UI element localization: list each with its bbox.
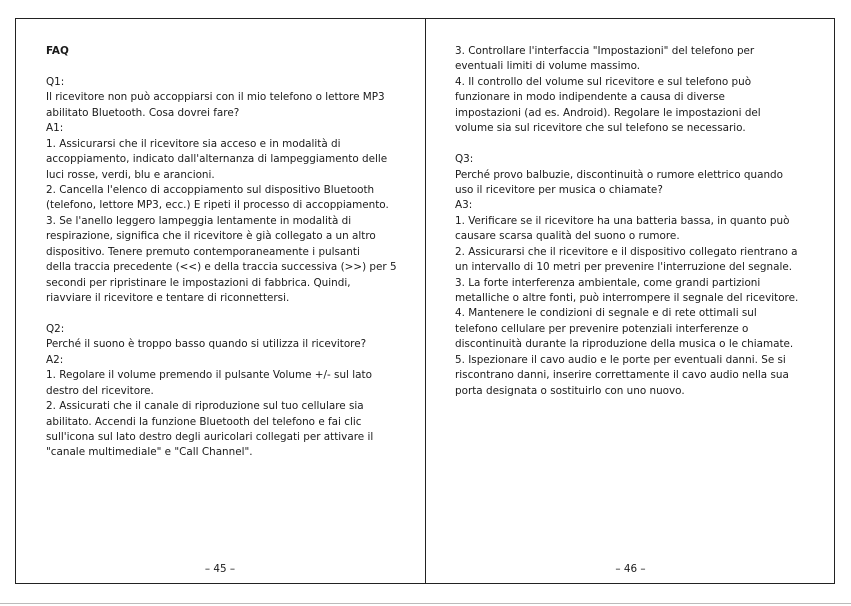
answer-2-line: volume sia sul ricevitore che sul telefono se necessario.: [455, 122, 746, 135]
answer-2-text: [46, 368, 397, 461]
answer-1-line: 2. Cancella l'elenco di accoppiamento sul dispositivo Bluetooth: [46, 183, 375, 196]
answer-2-line: impostazioni (ad es. Android). Regolare le impostazioni del: [455, 106, 761, 119]
page-45: [15, 18, 425, 584]
question-3-line: uso il ricevitore per musica o chiamate?: [455, 183, 663, 196]
question-1-label: Q1:: [46, 75, 65, 88]
answer-1-line: luci rosse, verdi, blu e arancioni.: [46, 168, 215, 181]
answer-1-line: (telefono, lettore MP3, ecc.) E ripeti il processo di accoppiamento.: [46, 199, 389, 212]
answer-1-line: riavviare il ricevitore e tentare di riconnettersi.: [46, 292, 290, 304]
answer-2-continued: [455, 44, 798, 137]
answer-3-line: telefono cellulare per prevenire potenziali interferenze o: [455, 322, 749, 335]
answer-3-line: un intervallo di 10 metri per prevenire l'interruzione del segnale.: [455, 261, 793, 274]
answer-3-line: 5. Ispezionare il cavo audio e le porte per eventuali danni. Se si: [455, 353, 786, 366]
answer-1-text: [46, 137, 397, 307]
paragraph-gap: [46, 306, 397, 321]
question-1-line: Il ricevitore non può accoppiarsi con il mio telefono o lettore MP3: [46, 91, 385, 104]
question-1-line: abilitato Bluetooth. Cosa dovrei fare?: [46, 106, 240, 119]
answer-3-line: porta designata o sostituirlo con uno nuovo.: [455, 384, 685, 397]
faq-title: FAQ: [46, 45, 69, 57]
answer-2-line: abilitato. Accendi la funzione Bluetooth del telefono e fai clic: [46, 415, 362, 428]
answer-2-line: funzionare in modo indipendente a causa di diverse: [455, 91, 725, 104]
answer-3-text: [455, 214, 798, 399]
answer-3-line: 1. Verificare se il ricevitore ha una batteria bassa, in quanto può: [455, 214, 790, 227]
answer-2-line: 4. Il controllo del volume sul ricevitore e sul telefono può: [455, 75, 752, 88]
page-number: – 46 –: [615, 563, 646, 575]
page-45-content: [46, 44, 397, 461]
answer-1-line: 3. Se l'anello leggero lampeggia lentamente in modalità di: [46, 214, 352, 227]
page-46: [426, 18, 835, 584]
paragraph-gap: [455, 137, 798, 152]
answer-1-line: accoppiamento, indicato dall'alternanza di lampeggiamento delle: [46, 153, 388, 166]
page-46-content: [455, 44, 798, 399]
answer-1-line: secondi per ripristinare le impostazioni di fabbrica. Quindi,: [46, 276, 351, 289]
question-3-text: [455, 168, 798, 199]
answer-3-line: 4. Mantenere le condizioni di segnale e di rete ottimali sul: [455, 307, 757, 320]
answer-1-label: A1:: [46, 122, 64, 135]
answer-2-line: 2. Assicurati che il canale di riproduzione sul tuo cellulare sia: [46, 400, 364, 413]
answer-3-line: discontinuità durante la riproduzione della musica o le chiamate.: [455, 338, 794, 351]
answer-3-label: A3:: [455, 199, 473, 212]
answer-1-line: respirazione, significa che il ricevitore è già collegato a un altro: [46, 230, 376, 243]
answer-2-line: sull'icona sul lato destro degli auricolari collegati per attivare il: [46, 430, 374, 443]
answer-2-line: 1. Regolare il volume premendo il pulsante Volume +/- sul lato: [46, 369, 372, 382]
question-3-line: Perché provo balbuzie, discontinuità o rumore elettrico quando: [455, 168, 783, 181]
answer-3-line: metalliche o altre fonti, può interrompere il segnale del ricevitore.: [455, 292, 799, 304]
answer-1-line: della traccia precedente (<<) e della traccia successiva (>>) per 5: [46, 261, 397, 274]
answer-1-line: dispositivo. Tenere premuto contemporaneamente i pulsanti: [46, 245, 360, 258]
answer-2-line: 3. Controllare l'interfaccia "Impostazioni" del telefono per: [455, 45, 755, 57]
answer-3-line: riscontrano danni, inserire correttamente il cavo audio nella sua: [455, 369, 789, 382]
answer-2-label: A2:: [46, 353, 64, 366]
answer-1-line: 1. Assicurarsi che il ricevitore sia acceso e in modalità di: [46, 137, 341, 150]
answer-2-line: destro del ricevitore.: [46, 384, 154, 397]
question-1-text: [46, 90, 397, 121]
bottom-rule: [0, 603, 851, 604]
question-3-label: Q3:: [455, 153, 474, 166]
answer-3-line: 3. La forte interferenza ambientale, come grandi partizioni: [455, 276, 761, 289]
answer-2-line: eventuali limiti di volume massimo.: [455, 60, 641, 73]
answer-2-line: "canale multimediale" e "Call Channel".: [46, 446, 253, 459]
answer-3-line: 2. Assicurarsi che il ricevitore e il dispositivo collegato rientrano a: [455, 245, 798, 258]
page-number: – 45 –: [204, 563, 236, 575]
question-2-text: Perché il suono è troppo basso quando si utilizza il ricevitore?: [46, 338, 367, 351]
answer-3-line: causare scarsa qualità del suono o rumore.: [455, 230, 680, 243]
question-2-label: Q2:: [46, 322, 65, 335]
